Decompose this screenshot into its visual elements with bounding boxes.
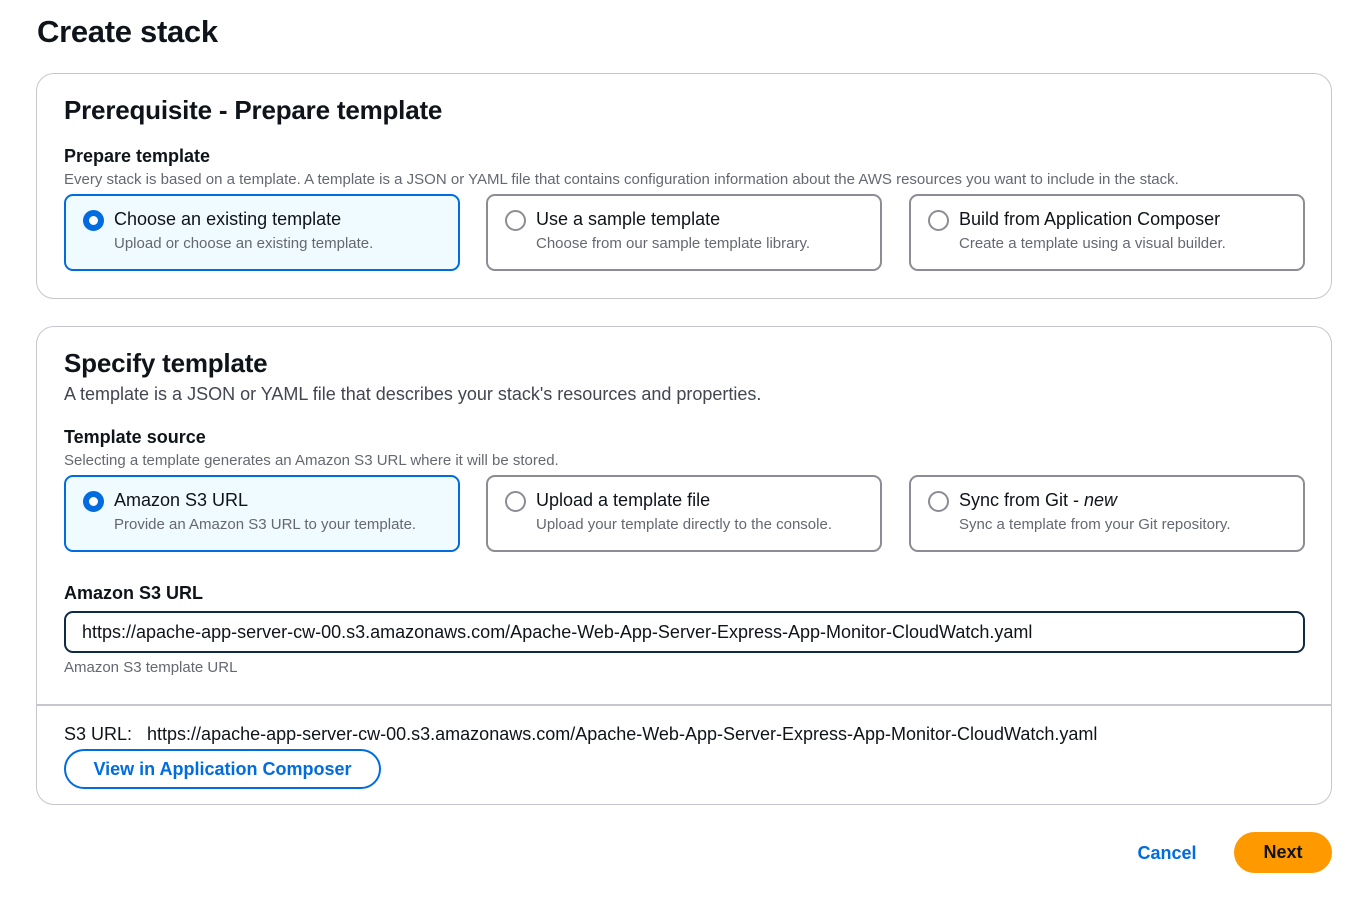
option-upload-file[interactable] [486, 475, 882, 552]
specify-template-description: A template is a JSON or YAML file that describes your stack's resources and properties. [64, 384, 762, 404]
next-button[interactable]: Next [1234, 832, 1332, 873]
prepare-template-description: Every stack is based on a template. A template is a JSON or YAML file that contains configuration information about the AWS resources you want to include in the stack. [64, 171, 1179, 188]
prepare-template-heading: Prerequisite - Prepare template [64, 95, 443, 125]
divider [37, 704, 1331, 706]
option-s3-url[interactable] [64, 475, 460, 552]
option-sample-template[interactable] [486, 194, 882, 271]
radio-unselected-icon[interactable] [928, 210, 949, 231]
radio-unselected-icon[interactable] [928, 491, 949, 512]
specify-template-panel [36, 326, 1332, 805]
option-subtitle: Create a template using a visual builder. [959, 235, 1226, 252]
s3-url-value: https://apache-app-server-cw-00.s3.amazonaws.com/Apache-Web-App-Server-Express-App-Monitor-CloudWatch.yaml [147, 724, 1098, 744]
view-in-application-composer-button[interactable]: View in Application Composer [64, 749, 381, 789]
radio-selected-icon[interactable] [83, 491, 104, 512]
option-subtitle: Sync a template from your Git repository. [959, 516, 1231, 533]
s3-url-hint: Amazon S3 template URL [64, 659, 238, 676]
option-existing-template[interactable] [64, 194, 460, 271]
specify-template-heading: Specify template [64, 348, 268, 378]
radio-unselected-icon[interactable] [505, 491, 526, 512]
new-tag: new [1084, 490, 1118, 510]
template-source-label: Template source [64, 427, 206, 447]
option-title: Choose an existing template [114, 209, 342, 229]
option-application-composer[interactable] [909, 194, 1305, 271]
template-source-description: Selecting a template generates an Amazon S3 URL where it will be stored. [64, 452, 559, 469]
option-title: Build from Application Composer [959, 209, 1221, 229]
option-title: Upload a template file [536, 490, 711, 510]
option-subtitle: Upload or choose an existing template. [114, 235, 374, 252]
cancel-button[interactable]: Cancel [1125, 833, 1209, 873]
prepare-template-label: Prepare template [64, 146, 211, 166]
s3-url-label: Amazon S3 URL [64, 583, 204, 603]
option-subtitle: Choose from our sample template library. [536, 235, 810, 252]
radio-selected-icon[interactable] [83, 210, 104, 231]
option-title: Sync from Git - new [959, 490, 1118, 510]
option-sync-from-git[interactable] [909, 475, 1305, 552]
page-title: Create stack [37, 14, 218, 49]
option-title: Amazon S3 URL [114, 490, 249, 510]
s3-url-key: S3 URL: [64, 724, 133, 744]
radio-unselected-icon[interactable] [505, 210, 526, 231]
s3-url-readout [64, 724, 1097, 745]
prepare-template-options [64, 194, 1305, 271]
s3-url-input[interactable] [64, 611, 1305, 653]
option-title: Use a sample template [536, 209, 721, 229]
option-subtitle: Upload your template directly to the console. [536, 516, 832, 533]
option-subtitle: Provide an Amazon S3 URL to your template. [114, 516, 417, 533]
template-source-options [64, 475, 1305, 552]
prepare-template-panel [36, 73, 1332, 299]
